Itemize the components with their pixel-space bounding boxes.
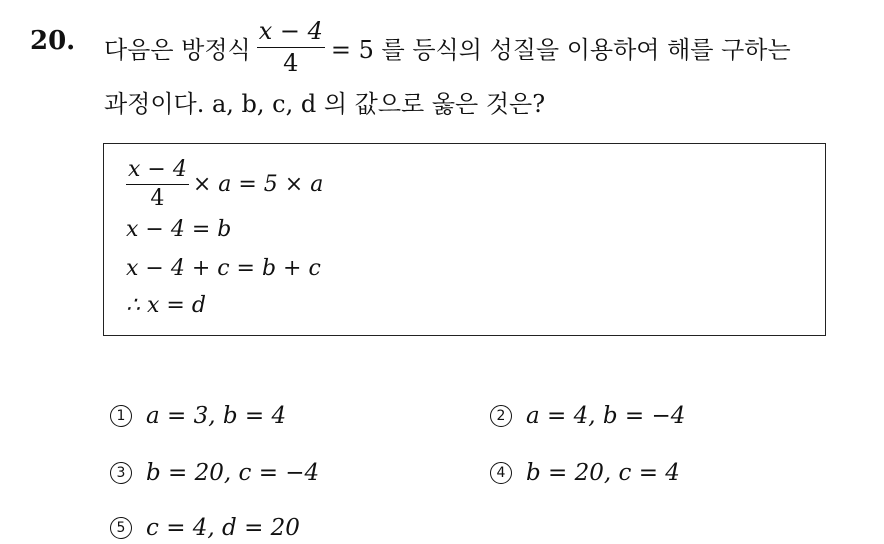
option-marker-4: 4 [490, 462, 512, 484]
question-text-after: = 5 를 등식의 성질을 이용하여 해를 구하는 [330, 35, 791, 64]
solution-process-box [103, 143, 826, 336]
option-text-1: a = 3, b = 4 [146, 403, 287, 429]
box-fraction [126, 158, 189, 211]
box-fraction-numerator: x − 4 [126, 158, 189, 185]
option-text-2: a = 4, b = −4 [526, 403, 686, 429]
option-text-3: b = 20, c = −4 [146, 460, 320, 486]
question-fraction [257, 18, 325, 76]
option-1[interactable] [110, 403, 286, 429]
question-text-before: 다음은 방정식 [104, 35, 251, 64]
option-2[interactable] [490, 403, 685, 429]
box-row-3: x − 4 + c = b + c [126, 256, 321, 281]
box-row-2: x − 4 = b [126, 217, 232, 242]
box-row-1 [126, 158, 323, 211]
option-5[interactable] [110, 515, 300, 541]
box-row-4: ∴ x = d [126, 293, 206, 318]
option-marker-2: 2 [490, 405, 512, 427]
box-fraction-denominator: 4 [150, 186, 165, 212]
option-marker-5: 5 [110, 517, 132, 539]
question-number: 20. [30, 26, 76, 56]
option-text-4: b = 20, c = 4 [526, 460, 680, 486]
option-text-5: c = 4, d = 20 [146, 515, 300, 541]
question-line-2: 과정이다. a, b, c, d 의 값으로 옳은 것은? [104, 90, 546, 118]
question-line-1 [104, 12, 791, 82]
option-marker-3: 3 [110, 462, 132, 484]
box-row-1-rest: × a = 5 × a [192, 172, 324, 198]
option-marker-1: 1 [110, 405, 132, 427]
fraction-numerator: x − 4 [257, 18, 325, 47]
option-4[interactable] [490, 460, 680, 486]
fraction-denominator: 4 [283, 48, 299, 77]
option-3[interactable] [110, 460, 319, 486]
